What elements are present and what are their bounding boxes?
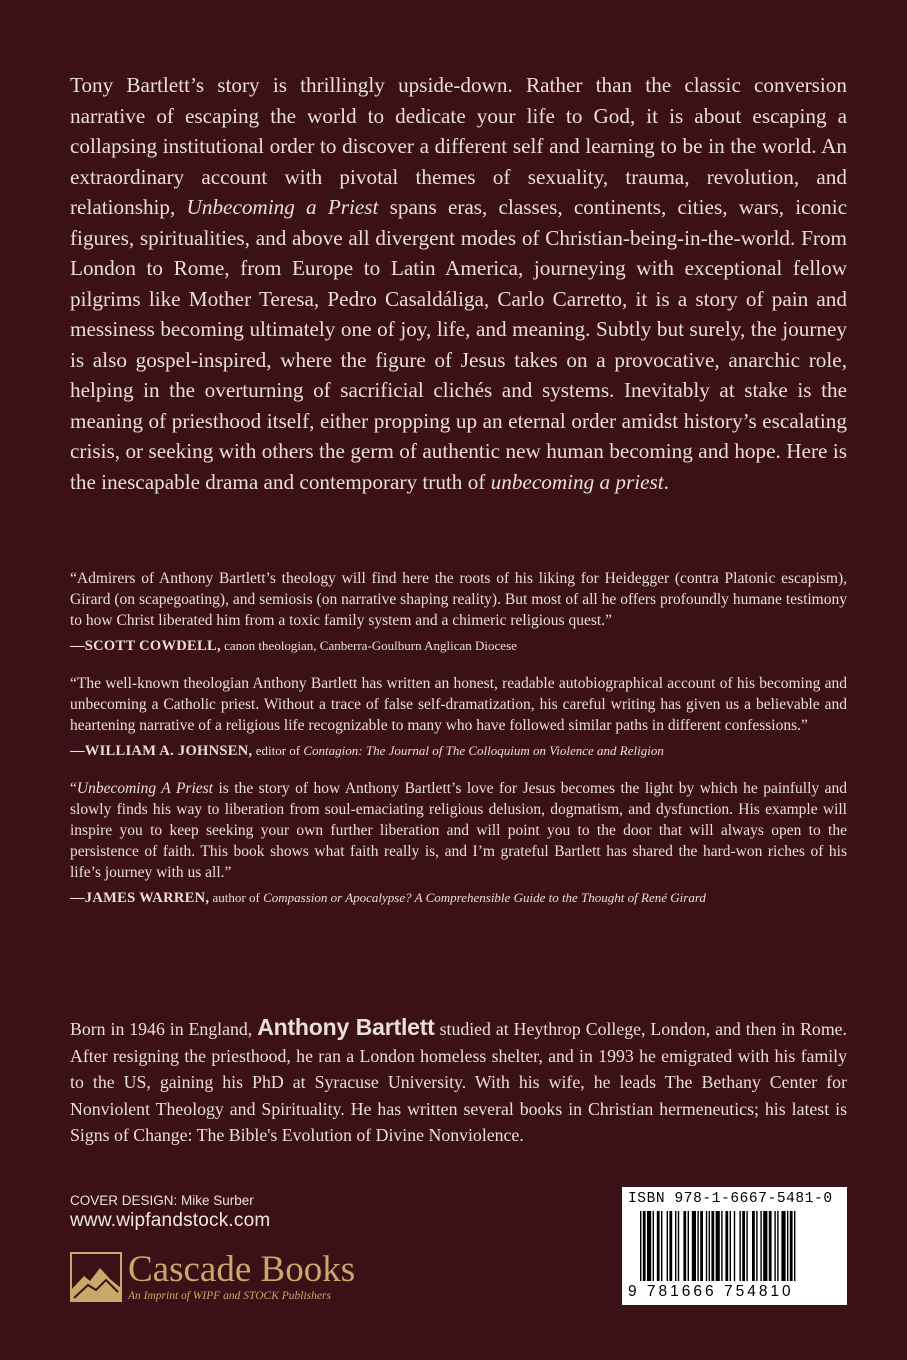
- endorser-role-italic: Compassion or Apocalypse? A Comprehensible Guide to the Thought of René Girard: [263, 890, 706, 905]
- author-bio: [70, 1014, 847, 1149]
- cover-design-credit: COVER DESIGN: Mike Surber: [70, 1193, 254, 1208]
- endorser-role-italic: Contagion: The Journal of The Colloquium on Violence and Religion: [303, 743, 664, 758]
- quote-title-italic: Unbecoming A Priest: [76, 780, 213, 797]
- isbn-label: ISBN 978-1-6667-5481-0: [628, 1191, 833, 1207]
- back-cover-blurb: [70, 70, 847, 497]
- author-name: Anthony Bartlett: [257, 1014, 435, 1040]
- book-title-italic: Unbecoming a Priest: [186, 195, 379, 219]
- blurb-closing-italic: unbecoming a priest: [490, 469, 664, 494]
- blurb-text-2: spans eras, classes, continents, cities, wars, iconic figures, spiritualities, and above all divergent modes of Christian-being-in-the-world. From London to Rome, from Europe to Latin America, journeying with exceptional fellow pilgrims like Mother Teresa, Pedro Casaldáliga, Carlo Carretto, it is a story of pain and messiness becoming ultimately one of joy, life, and meaning. Subtly but surely, the journey is also gospel-inspired, where the figure of Jesus takes on a provocative, anarchic role, helping in the overturning of sacrificial clichés and systems. Inevitably at stake is the meaning of priesthood itself, either propping up an eternal order amidst history’s escalating crisis, or seeking with others the germ of authentic new human becoming and hope. Here is the inescapable drama and contemporary truth of: [70, 195, 847, 494]
- endorsement-quote: “Admirers of Anthony Bartlett’s theology will find here the roots of his liking for Heidegger (contra Platonic escapism), Girard (on scapegoating), and semiosis (on narrative shaping reality). But most of all he offers profoundly humane testimony to how Christ liberated him from a toxic family system and a chimeric religious quest.”: [70, 570, 847, 629]
- publisher-website-link[interactable]: www.wipfandstock.com: [70, 1210, 271, 1231]
- endorsement-attribution: [70, 637, 847, 655]
- endorser-role: editor of: [252, 743, 304, 758]
- endorsement-attribution: [70, 742, 847, 760]
- bio-body: studied at Heythrop College, London, and then in Rome. After resigning the priesthood, he ran a London homeless shelter, and in 1993 he emigrated with his family to the US, gaining his PhD at Syracuse University. With his wife, he leads The Bethany Center for Nonviolent Theology and Spirituality. He has written several books in Christian hermeneutics; his latest is Signs of Change: The Bible's Evolution of Divine Nonviolence.: [70, 1019, 847, 1145]
- mountain-logo-icon: [70, 1252, 122, 1302]
- blurb-period: .: [663, 469, 669, 494]
- endorsement-quote: [70, 778, 847, 883]
- endorsement-attribution: [70, 889, 847, 907]
- endorser-name: —SCOTT COWDELL,: [70, 638, 221, 654]
- endorsements: [70, 568, 847, 925]
- bio-intro: Born in 1946 in England,: [70, 1019, 258, 1039]
- endorser-name: —WILLIAM A. JOHNSEN,: [70, 743, 253, 759]
- publisher-logo: [70, 1248, 400, 1308]
- endorser-role: canon theologian, Canberra-Goulburn Anglican Diocese: [220, 638, 517, 653]
- endorsement-quote: “The well-known theologian Anthony Bartlett has written an honest, readable autobiographical account of his becoming and unbecoming a Catholic priest. Without a trace of false self-dramatization, his careful writing has given us a believable and heartening narrative of a religious life recognizable to many who have followed similar paths in different confessions.”: [70, 675, 847, 734]
- quote-open-mark: “: [70, 780, 77, 797]
- publisher-name: Cascade Books: [128, 1249, 356, 1290]
- blurb-text-1: Tony Bartlett’s story is thrillingly upside-down. Rather than the classic conversion narrative of escaping the world to dedicate your life to God, it is about escaping a collapsing institutional order to discover a different self and learning to be in the world. An extraordinary account with pivotal themes of sexuality, trauma, revolution, and relationship,: [70, 73, 847, 219]
- endorsement-warren: [70, 778, 847, 907]
- endorsement-johnsen: [70, 673, 847, 760]
- endorser-name: —JAMES WARREN,: [70, 890, 210, 906]
- quote-body: is the story of how Anthony Bartlett’s love for Jesus becomes the light by which he painfully and slowly finds his way to liberation from soul-emaciating religious delusion, dogmatism, and dysfunction. His example will inspire you to keep seeking your own further liberation and will point you to the door that will always open to the persistence of faith. This book shows what faith really is, and I’m grateful Bartlett has shared the hard-won riches of his life’s journey with us all.”: [70, 780, 848, 881]
- endorser-role: author of: [209, 890, 264, 905]
- publisher-tagline: An Imprint of WIPF and STOCK Publishers: [128, 1290, 331, 1302]
- isbn-barcode: [622, 1187, 847, 1305]
- endorsement-cowdell: [70, 568, 847, 655]
- barcode-bars: [622, 1209, 847, 1285]
- barcode-digits: 9 781666 754810: [628, 1283, 794, 1300]
